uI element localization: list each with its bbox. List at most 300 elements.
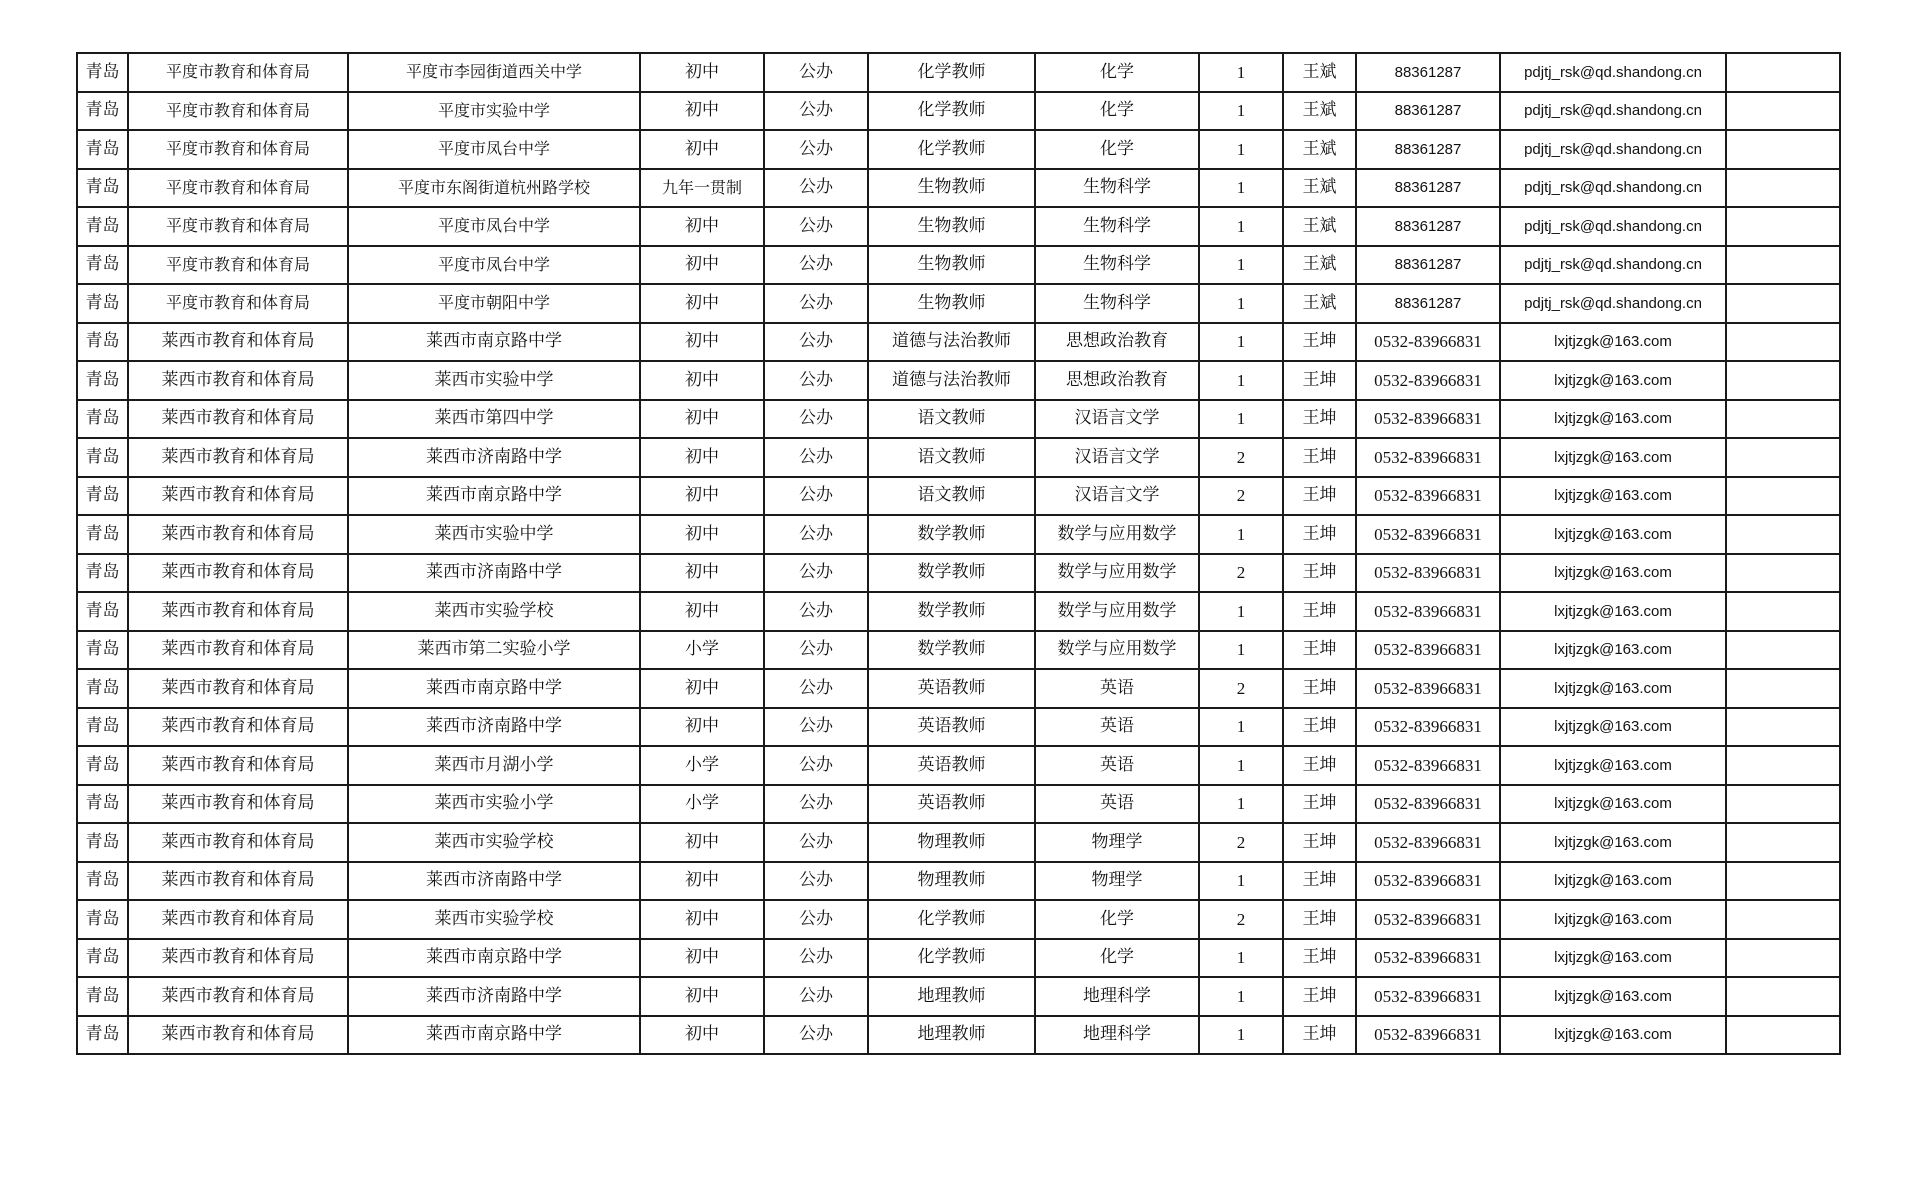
- type-cell: 公办: [764, 92, 868, 131]
- phone-cell: 88361287: [1356, 169, 1500, 208]
- table-row: [77, 438, 1840, 477]
- note-cell: [1726, 669, 1840, 708]
- bureau-cell: 莱西市教育和体育局: [128, 592, 348, 631]
- email-cell: lxjtjzgk@163.com: [1500, 669, 1726, 708]
- count-cell: 1: [1199, 207, 1283, 246]
- school-cell: 莱西市济南路中学: [348, 708, 640, 747]
- email-cell: lxjtjzgk@163.com: [1500, 400, 1726, 439]
- table-row: [77, 130, 1840, 169]
- school-cell: 平度市凤台中学: [348, 246, 640, 285]
- position-cell: 数学教师: [868, 592, 1035, 631]
- note-cell: [1726, 592, 1840, 631]
- note-cell: [1726, 554, 1840, 593]
- note-cell: [1726, 939, 1840, 978]
- level-cell: 初中: [640, 669, 764, 708]
- email-cell: lxjtjzgk@163.com: [1500, 900, 1726, 939]
- contact-cell: 王坤: [1283, 939, 1356, 978]
- count-cell: 1: [1199, 284, 1283, 323]
- type-cell: 公办: [764, 669, 868, 708]
- type-cell: 公办: [764, 900, 868, 939]
- level-cell: 初中: [640, 130, 764, 169]
- table-row: [77, 92, 1840, 131]
- contact-cell: 王坤: [1283, 438, 1356, 477]
- city-cell: 青岛: [77, 477, 128, 516]
- contact-cell: 王坤: [1283, 785, 1356, 824]
- level-cell: 小学: [640, 785, 764, 824]
- count-cell: 1: [1199, 746, 1283, 785]
- table-row: [77, 708, 1840, 747]
- city-cell: 青岛: [77, 207, 128, 246]
- count-cell: 2: [1199, 477, 1283, 516]
- contact-cell: 王斌: [1283, 169, 1356, 208]
- school-cell: 莱西市南京路中学: [348, 1016, 640, 1055]
- city-cell: 青岛: [77, 169, 128, 208]
- major-cell: 英语: [1035, 746, 1199, 785]
- note-cell: [1726, 130, 1840, 169]
- bureau-cell: 莱西市教育和体育局: [128, 746, 348, 785]
- major-cell: 化学: [1035, 130, 1199, 169]
- note-cell: [1726, 207, 1840, 246]
- email-cell: lxjtjzgk@163.com: [1500, 515, 1726, 554]
- contact-cell: 王斌: [1283, 53, 1356, 92]
- table-body: [77, 53, 1840, 1054]
- major-cell: 物理学: [1035, 823, 1199, 862]
- position-cell: 英语教师: [868, 746, 1035, 785]
- city-cell: 青岛: [77, 284, 128, 323]
- level-cell: 初中: [640, 284, 764, 323]
- email-cell: pdjtj_rsk@qd.shandong.cn: [1500, 284, 1726, 323]
- school-cell: 莱西市南京路中学: [348, 323, 640, 362]
- school-cell: 平度市朝阳中学: [348, 284, 640, 323]
- contact-cell: 王坤: [1283, 669, 1356, 708]
- table-row: [77, 669, 1840, 708]
- email-cell: lxjtjzgk@163.com: [1500, 554, 1726, 593]
- phone-cell: 0532-83966831: [1356, 900, 1500, 939]
- level-cell: 九年一贯制: [640, 169, 764, 208]
- type-cell: 公办: [764, 631, 868, 670]
- city-cell: 青岛: [77, 939, 128, 978]
- contact-cell: 王坤: [1283, 323, 1356, 362]
- phone-cell: 88361287: [1356, 53, 1500, 92]
- note-cell: [1726, 746, 1840, 785]
- note-cell: [1726, 246, 1840, 285]
- level-cell: 初中: [640, 939, 764, 978]
- contact-cell: 王坤: [1283, 900, 1356, 939]
- count-cell: 1: [1199, 708, 1283, 747]
- type-cell: 公办: [764, 361, 868, 400]
- contact-cell: 王坤: [1283, 823, 1356, 862]
- bureau-cell: 平度市教育和体育局: [128, 92, 348, 131]
- bureau-cell: 莱西市教育和体育局: [128, 323, 348, 362]
- table-row: [77, 361, 1840, 400]
- count-cell: 1: [1199, 1016, 1283, 1055]
- position-cell: 英语教师: [868, 708, 1035, 747]
- city-cell: 青岛: [77, 53, 128, 92]
- type-cell: 公办: [764, 130, 868, 169]
- note-cell: [1726, 900, 1840, 939]
- phone-cell: 88361287: [1356, 92, 1500, 131]
- count-cell: 2: [1199, 554, 1283, 593]
- school-cell: 莱西市济南路中学: [348, 554, 640, 593]
- email-cell: lxjtjzgk@163.com: [1500, 785, 1726, 824]
- city-cell: 青岛: [77, 323, 128, 362]
- major-cell: 数学与应用数学: [1035, 592, 1199, 631]
- table-row: [77, 284, 1840, 323]
- major-cell: 生物科学: [1035, 246, 1199, 285]
- table-row: [77, 53, 1840, 92]
- email-cell: lxjtjzgk@163.com: [1500, 631, 1726, 670]
- contact-cell: 王斌: [1283, 92, 1356, 131]
- bureau-cell: 平度市教育和体育局: [128, 284, 348, 323]
- phone-cell: 88361287: [1356, 284, 1500, 323]
- count-cell: 1: [1199, 592, 1283, 631]
- position-cell: 物理教师: [868, 823, 1035, 862]
- email-cell: lxjtjzgk@163.com: [1500, 1016, 1726, 1055]
- email-cell: lxjtjzgk@163.com: [1500, 438, 1726, 477]
- type-cell: 公办: [764, 246, 868, 285]
- email-cell: lxjtjzgk@163.com: [1500, 708, 1726, 747]
- position-cell: 数学教师: [868, 554, 1035, 593]
- count-cell: 1: [1199, 515, 1283, 554]
- phone-cell: 0532-83966831: [1356, 939, 1500, 978]
- level-cell: 初中: [640, 823, 764, 862]
- type-cell: 公办: [764, 169, 868, 208]
- count-cell: 1: [1199, 939, 1283, 978]
- level-cell: 初中: [640, 977, 764, 1016]
- count-cell: 1: [1199, 323, 1283, 362]
- phone-cell: 0532-83966831: [1356, 785, 1500, 824]
- count-cell: 2: [1199, 900, 1283, 939]
- table-row: [77, 246, 1840, 285]
- level-cell: 初中: [640, 207, 764, 246]
- school-cell: 莱西市济南路中学: [348, 977, 640, 1016]
- major-cell: 生物科学: [1035, 284, 1199, 323]
- email-cell: lxjtjzgk@163.com: [1500, 361, 1726, 400]
- major-cell: 地理科学: [1035, 1016, 1199, 1055]
- major-cell: 数学与应用数学: [1035, 554, 1199, 593]
- position-cell: 语文教师: [868, 477, 1035, 516]
- contact-cell: 王坤: [1283, 862, 1356, 901]
- email-cell: lxjtjzgk@163.com: [1500, 323, 1726, 362]
- major-cell: 物理学: [1035, 862, 1199, 901]
- email-cell: lxjtjzgk@163.com: [1500, 939, 1726, 978]
- table-row: [77, 746, 1840, 785]
- contact-cell: 王坤: [1283, 477, 1356, 516]
- phone-cell: 0532-83966831: [1356, 477, 1500, 516]
- table-row: [77, 977, 1840, 1016]
- note-cell: [1726, 977, 1840, 1016]
- type-cell: 公办: [764, 939, 868, 978]
- email-cell: pdjtj_rsk@qd.shandong.cn: [1500, 246, 1726, 285]
- position-cell: 生物教师: [868, 246, 1035, 285]
- major-cell: 英语: [1035, 708, 1199, 747]
- note-cell: [1726, 785, 1840, 824]
- phone-cell: 88361287: [1356, 130, 1500, 169]
- phone-cell: 0532-83966831: [1356, 323, 1500, 362]
- contact-cell: 王坤: [1283, 592, 1356, 631]
- level-cell: 初中: [640, 92, 764, 131]
- table-row: [77, 785, 1840, 824]
- school-cell: 平度市李园街道西关中学: [348, 53, 640, 92]
- city-cell: 青岛: [77, 708, 128, 747]
- table-row: [77, 515, 1840, 554]
- school-cell: 莱西市实验中学: [348, 361, 640, 400]
- major-cell: 汉语言文学: [1035, 400, 1199, 439]
- table-row: [77, 592, 1840, 631]
- count-cell: 1: [1199, 92, 1283, 131]
- level-cell: 初中: [640, 592, 764, 631]
- position-cell: 英语教师: [868, 785, 1035, 824]
- phone-cell: 0532-83966831: [1356, 515, 1500, 554]
- position-cell: 语文教师: [868, 400, 1035, 439]
- city-cell: 青岛: [77, 246, 128, 285]
- school-cell: 莱西市实验学校: [348, 900, 640, 939]
- bureau-cell: 莱西市教育和体育局: [128, 631, 348, 670]
- type-cell: 公办: [764, 823, 868, 862]
- city-cell: 青岛: [77, 92, 128, 131]
- school-cell: 平度市东阁街道杭州路学校: [348, 169, 640, 208]
- city-cell: 青岛: [77, 400, 128, 439]
- phone-cell: 0532-83966831: [1356, 862, 1500, 901]
- count-cell: 1: [1199, 53, 1283, 92]
- bureau-cell: 莱西市教育和体育局: [128, 823, 348, 862]
- position-cell: 生物教师: [868, 169, 1035, 208]
- note-cell: [1726, 438, 1840, 477]
- city-cell: 青岛: [77, 438, 128, 477]
- contact-cell: 王斌: [1283, 207, 1356, 246]
- school-cell: 平度市实验中学: [348, 92, 640, 131]
- city-cell: 青岛: [77, 669, 128, 708]
- major-cell: 化学: [1035, 939, 1199, 978]
- city-cell: 青岛: [77, 900, 128, 939]
- type-cell: 公办: [764, 438, 868, 477]
- city-cell: 青岛: [77, 785, 128, 824]
- position-cell: 化学教师: [868, 92, 1035, 131]
- type-cell: 公办: [764, 785, 868, 824]
- major-cell: 汉语言文学: [1035, 477, 1199, 516]
- phone-cell: 0532-83966831: [1356, 361, 1500, 400]
- count-cell: 1: [1199, 862, 1283, 901]
- school-cell: 莱西市济南路中学: [348, 862, 640, 901]
- contact-cell: 王斌: [1283, 130, 1356, 169]
- type-cell: 公办: [764, 515, 868, 554]
- contact-cell: 王坤: [1283, 515, 1356, 554]
- type-cell: 公办: [764, 746, 868, 785]
- position-cell: 生物教师: [868, 284, 1035, 323]
- email-cell: lxjtjzgk@163.com: [1500, 477, 1726, 516]
- count-cell: 1: [1199, 246, 1283, 285]
- contact-cell: 王坤: [1283, 361, 1356, 400]
- position-cell: 语文教师: [868, 438, 1035, 477]
- school-cell: 莱西市南京路中学: [348, 669, 640, 708]
- table-row: [77, 631, 1840, 670]
- major-cell: 思想政治教育: [1035, 361, 1199, 400]
- table-row: [77, 823, 1840, 862]
- school-cell: 莱西市实验小学: [348, 785, 640, 824]
- level-cell: 初中: [640, 246, 764, 285]
- position-cell: 道德与法治教师: [868, 361, 1035, 400]
- bureau-cell: 莱西市教育和体育局: [128, 361, 348, 400]
- contact-cell: 王坤: [1283, 554, 1356, 593]
- note-cell: [1726, 1016, 1840, 1055]
- school-cell: 平度市凤台中学: [348, 130, 640, 169]
- level-cell: 初中: [640, 53, 764, 92]
- phone-cell: 0532-83966831: [1356, 1016, 1500, 1055]
- major-cell: 英语: [1035, 785, 1199, 824]
- count-cell: 1: [1199, 130, 1283, 169]
- school-cell: 莱西市月湖小学: [348, 746, 640, 785]
- contact-cell: 王坤: [1283, 977, 1356, 1016]
- table-row: [77, 477, 1840, 516]
- major-cell: 生物科学: [1035, 169, 1199, 208]
- school-cell: 莱西市南京路中学: [348, 477, 640, 516]
- contact-cell: 王坤: [1283, 400, 1356, 439]
- phone-cell: 0532-83966831: [1356, 554, 1500, 593]
- table-row: [77, 554, 1840, 593]
- bureau-cell: 莱西市教育和体育局: [128, 515, 348, 554]
- bureau-cell: 平度市教育和体育局: [128, 207, 348, 246]
- table-row: [77, 323, 1840, 362]
- table-row: [77, 900, 1840, 939]
- table-row: [77, 1016, 1840, 1055]
- note-cell: [1726, 92, 1840, 131]
- school-cell: 莱西市实验学校: [348, 823, 640, 862]
- type-cell: 公办: [764, 554, 868, 593]
- phone-cell: 0532-83966831: [1356, 669, 1500, 708]
- city-cell: 青岛: [77, 130, 128, 169]
- city-cell: 青岛: [77, 1016, 128, 1055]
- bureau-cell: 莱西市教育和体育局: [128, 477, 348, 516]
- bureau-cell: 莱西市教育和体育局: [128, 862, 348, 901]
- city-cell: 青岛: [77, 361, 128, 400]
- count-cell: 2: [1199, 823, 1283, 862]
- contact-cell: 王斌: [1283, 284, 1356, 323]
- level-cell: 小学: [640, 746, 764, 785]
- major-cell: 思想政治教育: [1035, 323, 1199, 362]
- type-cell: 公办: [764, 323, 868, 362]
- email-cell: lxjtjzgk@163.com: [1500, 862, 1726, 901]
- position-cell: 英语教师: [868, 669, 1035, 708]
- position-cell: 数学教师: [868, 515, 1035, 554]
- type-cell: 公办: [764, 592, 868, 631]
- position-cell: 生物教师: [868, 207, 1035, 246]
- phone-cell: 88361287: [1356, 246, 1500, 285]
- count-cell: 1: [1199, 400, 1283, 439]
- note-cell: [1726, 53, 1840, 92]
- note-cell: [1726, 361, 1840, 400]
- phone-cell: 0532-83966831: [1356, 631, 1500, 670]
- phone-cell: 0532-83966831: [1356, 438, 1500, 477]
- city-cell: 青岛: [77, 746, 128, 785]
- position-cell: 地理教师: [868, 1016, 1035, 1055]
- level-cell: 初中: [640, 323, 764, 362]
- bureau-cell: 莱西市教育和体育局: [128, 1016, 348, 1055]
- major-cell: 化学: [1035, 53, 1199, 92]
- level-cell: 初中: [640, 862, 764, 901]
- bureau-cell: 莱西市教育和体育局: [128, 939, 348, 978]
- school-cell: 莱西市实验学校: [348, 592, 640, 631]
- type-cell: 公办: [764, 284, 868, 323]
- level-cell: 初中: [640, 1016, 764, 1055]
- major-cell: 生物科学: [1035, 207, 1199, 246]
- note-cell: [1726, 284, 1840, 323]
- level-cell: 初中: [640, 554, 764, 593]
- type-cell: 公办: [764, 400, 868, 439]
- bureau-cell: 莱西市教育和体育局: [128, 708, 348, 747]
- bureau-cell: 平度市教育和体育局: [128, 130, 348, 169]
- phone-cell: 0532-83966831: [1356, 823, 1500, 862]
- level-cell: 初中: [640, 900, 764, 939]
- position-cell: 化学教师: [868, 130, 1035, 169]
- school-cell: 莱西市实验中学: [348, 515, 640, 554]
- level-cell: 初中: [640, 361, 764, 400]
- contact-cell: 王斌: [1283, 246, 1356, 285]
- note-cell: [1726, 169, 1840, 208]
- school-cell: 莱西市第四中学: [348, 400, 640, 439]
- contact-cell: 王坤: [1283, 631, 1356, 670]
- major-cell: 数学与应用数学: [1035, 515, 1199, 554]
- count-cell: 2: [1199, 669, 1283, 708]
- note-cell: [1726, 862, 1840, 901]
- phone-cell: 0532-83966831: [1356, 746, 1500, 785]
- level-cell: 初中: [640, 477, 764, 516]
- table-row: [77, 862, 1840, 901]
- level-cell: 初中: [640, 708, 764, 747]
- type-cell: 公办: [764, 1016, 868, 1055]
- level-cell: 初中: [640, 438, 764, 477]
- bureau-cell: 莱西市教育和体育局: [128, 554, 348, 593]
- contact-cell: 王坤: [1283, 746, 1356, 785]
- major-cell: 汉语言文学: [1035, 438, 1199, 477]
- city-cell: 青岛: [77, 592, 128, 631]
- contact-cell: 王坤: [1283, 708, 1356, 747]
- school-cell: 莱西市南京路中学: [348, 939, 640, 978]
- city-cell: 青岛: [77, 823, 128, 862]
- table-row: [77, 400, 1840, 439]
- phone-cell: 88361287: [1356, 207, 1500, 246]
- type-cell: 公办: [764, 708, 868, 747]
- count-cell: 1: [1199, 169, 1283, 208]
- bureau-cell: 平度市教育和体育局: [128, 53, 348, 92]
- email-cell: pdjtj_rsk@qd.shandong.cn: [1500, 53, 1726, 92]
- bureau-cell: 莱西市教育和体育局: [128, 438, 348, 477]
- school-cell: 莱西市第二实验小学: [348, 631, 640, 670]
- phone-cell: 0532-83966831: [1356, 592, 1500, 631]
- bureau-cell: 平度市教育和体育局: [128, 246, 348, 285]
- note-cell: [1726, 708, 1840, 747]
- position-cell: 地理教师: [868, 977, 1035, 1016]
- bureau-cell: 莱西市教育和体育局: [128, 669, 348, 708]
- note-cell: [1726, 515, 1840, 554]
- position-cell: 道德与法治教师: [868, 323, 1035, 362]
- major-cell: 数学与应用数学: [1035, 631, 1199, 670]
- phone-cell: 0532-83966831: [1356, 400, 1500, 439]
- type-cell: 公办: [764, 477, 868, 516]
- city-cell: 青岛: [77, 515, 128, 554]
- email-cell: lxjtjzgk@163.com: [1500, 746, 1726, 785]
- major-cell: 英语: [1035, 669, 1199, 708]
- table-row: [77, 939, 1840, 978]
- count-cell: 1: [1199, 361, 1283, 400]
- position-cell: 数学教师: [868, 631, 1035, 670]
- major-cell: 地理科学: [1035, 977, 1199, 1016]
- city-cell: 青岛: [77, 977, 128, 1016]
- level-cell: 初中: [640, 515, 764, 554]
- email-cell: lxjtjzgk@163.com: [1500, 823, 1726, 862]
- major-cell: 化学: [1035, 900, 1199, 939]
- note-cell: [1726, 477, 1840, 516]
- type-cell: 公办: [764, 862, 868, 901]
